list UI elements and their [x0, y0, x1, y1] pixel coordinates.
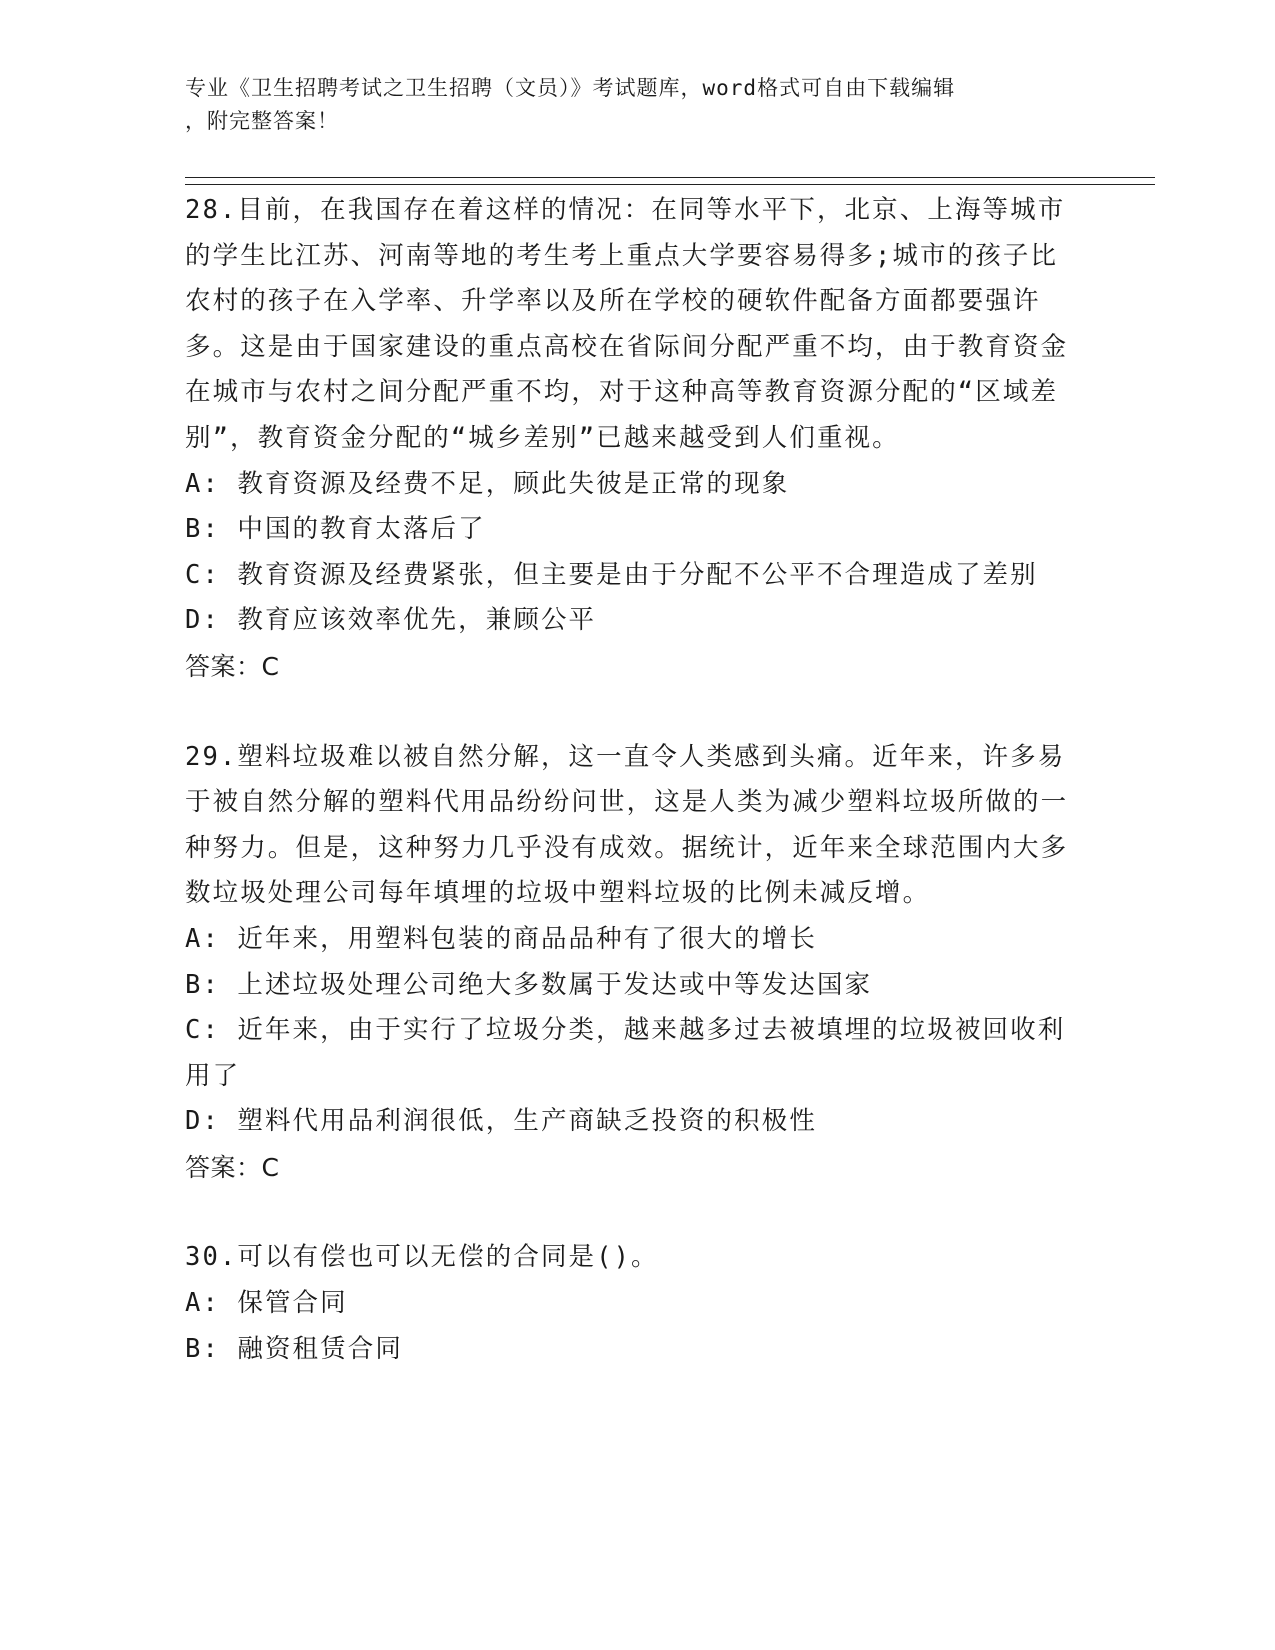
header-divider — [185, 177, 1155, 178]
header-divider-double — [185, 184, 1155, 185]
question-30 — [185, 1235, 1085, 1372]
question-stem: 29.塑料垃圾难以被自然分解，这一直令人类感到头痛。近年来，许多易于被自然分解的塑料代用品纷纷问世，这是人类为减少塑料垃圾所做的一种努力。但是，这种努力几乎没有成效。据统计，近年来全球范围内大多数垃圾处理公司每年填埋的垃圾中塑料垃圾的比例未减反增。 — [185, 741, 1069, 909]
document-header — [185, 72, 1065, 138]
option-a: A: 教育资源及经费不足，顾此失彼是正常的现象 — [185, 468, 790, 499]
option-a: A: 近年来，用塑料包装的商品品种有了很大的增长 — [185, 923, 817, 954]
option-d: D: 塑料代用品利润很低，生产商缺乏投资的积极性 — [185, 1106, 817, 1137]
option-a: A: 保管合同 — [185, 1288, 348, 1319]
option-b: B: 上述垃圾处理公司绝大多数属于发达或中等发达国家 — [185, 969, 873, 1000]
option-b: B: 融资租赁合同 — [185, 1333, 403, 1364]
question-list — [185, 188, 1085, 1417]
answer: 答案：C — [185, 1152, 280, 1182]
option-c: C: 教育资源及经费紧张，但主要是由于分配不公平不合理造成了差别 — [185, 559, 1038, 590]
question-stem: 28.目前，在我国存在着这样的情况：在同等水平下，北京、上海等城市的学生比江苏、河南等地的考生考上重点大学要容易得多;城市的孩子比农村的孩子在入学率、升学率以及所在学校的硬软件配备方面都要强许多。这是由于国家建设的重点高校在省际间分配严重不均，由于教育资金在城市与农村之间分配严重不均，对于这种高等教育资源分配的“区域差别”，教育资金分配的“城乡差别”已越来越受到人们重视。 — [185, 195, 1069, 453]
option-d: D: 教育应该效率优先，兼顾公平 — [185, 605, 597, 636]
question-29 — [185, 735, 1085, 1191]
option-c: C: 近年来，由于实行了垃圾分类，越来越多过去被填埋的垃圾被回收利用了 — [185, 1015, 1066, 1091]
question-28 — [185, 188, 1085, 690]
header-line-2: ，附完整答案！ — [185, 109, 339, 133]
header-line-1: 专业《卫生招聘考试之卫生招聘（文员）》考试题库，word格式可自由下载编辑 — [185, 76, 956, 100]
question-stem: 30.可以有偿也可以无偿的合同是()。 — [185, 1242, 659, 1273]
answer: 答案：C — [185, 651, 280, 681]
option-b: B: 中国的教育太落后了 — [185, 514, 486, 545]
